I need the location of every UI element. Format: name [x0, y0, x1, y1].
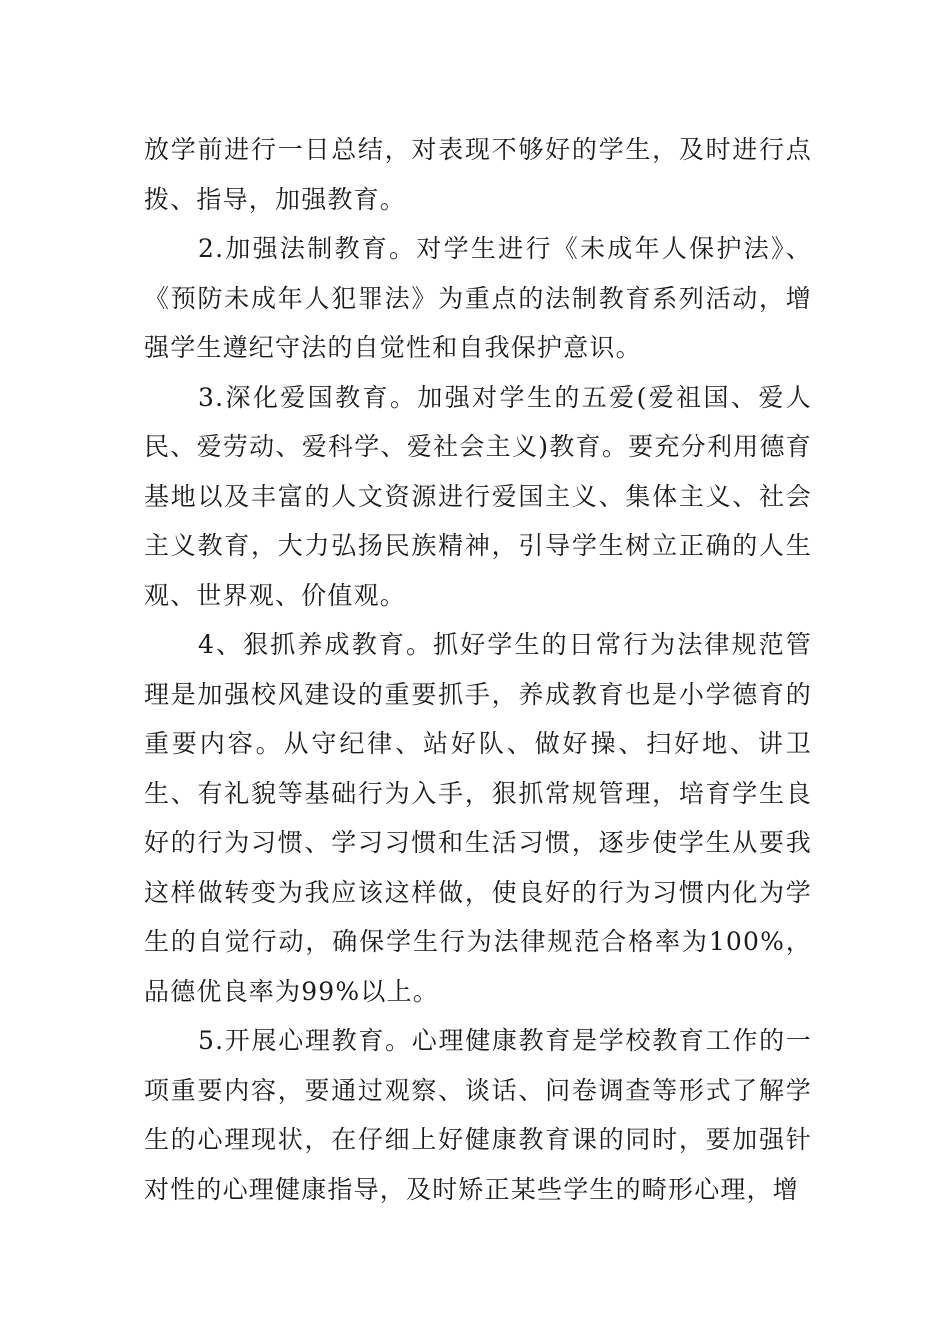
paragraph-patriotic-education: 3.深化爱国教育。加强对学生的五爱(爱祖国、爱人民、爱劳动、爱科学、爱社会主义)教育。要充分利用德育基地以及丰富的人文资源进行爱国主义、集体主义、社会主义教育，大力弘扬民族精神，引导学生树立正确的人生观、世界观、价值观。 — [144, 382, 812, 610]
paragraph-habit-education: 4、狠抓养成教育。抓好学生的日常行为法律规范管理是加强校风建设的重要抓手，养成教育也是小学德育的重要内容。从守纪律、站好队、做好操、扫好地、讲卫生、有礼貌等基础行为入手，狠抓常规管理，培育学生良好的行为习惯、学习习惯和生活习惯，逐步使学生从要我这样做转变为我应该这样做，使良好的行为习惯内化为学生的自觉行动，确保学生行为法律规范合格率为100%，品德优良率为99%以上。 — [144, 630, 812, 1006]
paragraph-psychological-education: 5.开展心理教育。心理健康教育是学校教育工作的一项重要内容，要通过观察、谈话、问卷调查等形式了解学生的心理现状，在仔细上好健康教育课的同时，要加强针对性的心理健康指导，及时矫正某些学生的畸形心理，增 — [144, 1026, 812, 1204]
document-body — [144, 125, 812, 1214]
paragraph-continuation: 放学前进行一日总结，对表现不够好的学生，及时进行点拨、指导，加强教育。 — [144, 135, 812, 214]
paragraph-legal-education: 2.加强法制教育。对学生进行《未成年人保护法》、《预防未成年人犯罪法》为重点的法制教育系列活动，增强学生遵纪守法的自觉性和自我保护意识。 — [144, 234, 812, 362]
